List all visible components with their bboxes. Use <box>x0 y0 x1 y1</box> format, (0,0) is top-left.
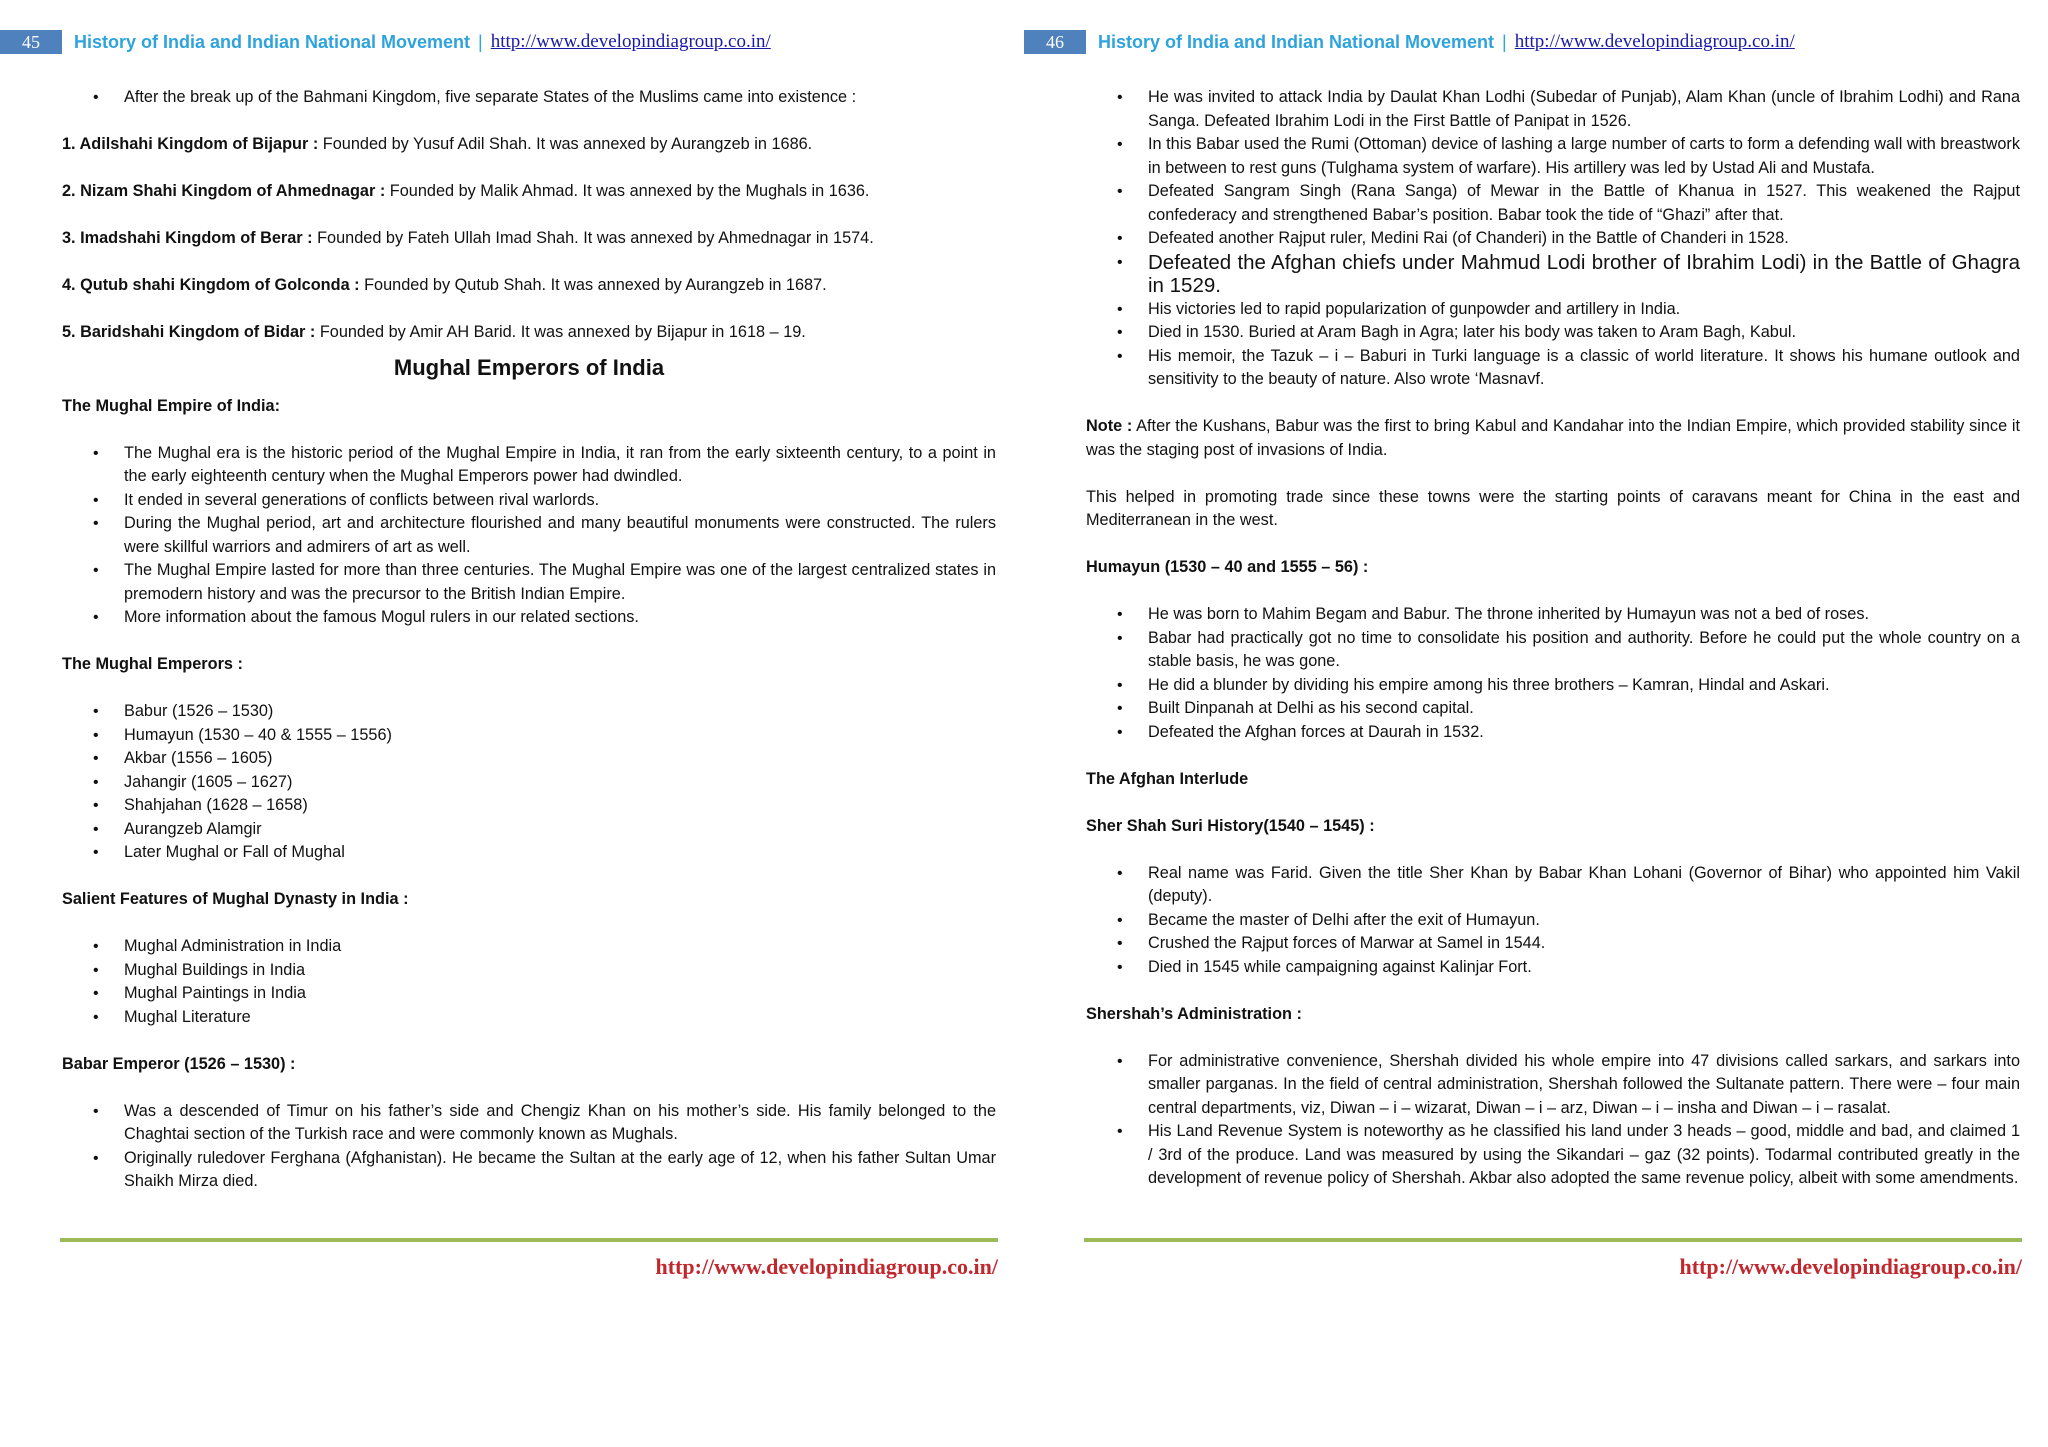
list-item: • Built Dinpanah at Delhi as his second capital. <box>1086 697 2020 721</box>
list-item: • Crushed the Rajput forces of Marwar at Samel in 1544. <box>1086 932 2020 956</box>
page-45 <box>0 0 1000 1447</box>
list-item: • He was born to Mahim Begam and Babur. The throne inherited by Humayun was not a bed of roses. <box>1086 603 2020 627</box>
list-item: • Aurangzeb Alamgir <box>62 818 996 842</box>
list-item: • Humayun (1530 – 40 & 1555 – 1556) <box>62 724 996 748</box>
list-item: • After the break up of the Bahmani Kingdom, five separate States of the Muslims came into existence : <box>62 86 996 110</box>
header-separator: | <box>1502 31 1507 52</box>
list-item: • Defeated the Afghan forces at Daurah in 1532. <box>1086 721 2020 745</box>
list-item: • His memoir, the Tazuk – i – Baburi in Turki language is a classic of world literature. It shows his humane outlook and sensitivity to the beauty of nature. Also wrote ‘Masnavf. <box>1086 345 2020 392</box>
page-header <box>1024 30 1795 54</box>
list-item: • It ended in several generations of conflicts between rival warlords. <box>62 489 996 513</box>
section-heading: Shershah’s Administration : <box>1086 1004 1302 1023</box>
list-item: • Defeated Sangram Singh (Rana Sanga) of Mewar in the Battle of Khanua in 1527. This weakened the Rajput confederacy and strengthened Babar’s position. Babar took the tide of “Ghazi” after that. <box>1086 180 2020 227</box>
page-content <box>1086 86 2020 1191</box>
kingdom-entry: 1. Adilshahi Kingdom of Bijapur : Founded by Yusuf Adil Shah. It was annexed by Aurangzeb in 1686. <box>62 135 813 153</box>
paragraph: This helped in promoting trade since these towns were the starting points of caravans meant for China in the east and Mediterranean in the west. <box>1086 487 2020 529</box>
list-item: • Died in 1545 while campaigning against Kalinjar Fort. <box>1086 956 2020 980</box>
page-46 <box>1024 0 2024 1447</box>
footer-rule <box>1084 1238 2022 1242</box>
section-heading: Humayun (1530 – 40 and 1555 – 56) : <box>1086 558 1369 576</box>
section-heading: The Afghan Interlude <box>1086 769 1249 788</box>
kingdom-entry: 5. Baridshahi Kingdom of Bidar : Founded by Amir AH Barid. It was annexed by Bijapur in 1618 – 19. <box>62 323 806 341</box>
list-item: • He did a blunder by dividing his empire among his three brothers – Kamran, Hindal and Askari. <box>1086 674 2020 698</box>
page-number: 46 <box>1024 30 1086 54</box>
list-item: • Became the master of Delhi after the exit of Humayun. <box>1086 909 2020 933</box>
list-item: • More information about the famous Mogul rulers in our related sections. <box>62 606 996 630</box>
section-heading: Sher Shah Suri History(1540 – 1545) : <box>1086 816 1375 835</box>
kingdom-entry: 3. Imadshahi Kingdom of Berar : Founded by Fateh Ullah Imad Shah. It was annexed by Ahmednagar in 1574. <box>62 229 874 247</box>
header-link[interactable]: http://www.developindiagroup.co.in/ <box>490 31 771 52</box>
header-link[interactable]: http://www.developindiagroup.co.in/ <box>1514 31 1795 52</box>
note-paragraph: Note : After the Kushans, Babur was the first to bring Kabul and Kandahar into the Indian Empire, which provided stability since it was the staging post of invasions of India. <box>1086 417 2021 459</box>
header-separator: | <box>478 31 483 52</box>
kingdom-entry: 4. Qutub shahi Kingdom of Golconda : Founded by Qutub Shah. It was annexed by Aurangzeb in 1687. <box>62 276 827 294</box>
list-item: • Defeated the Afghan chiefs under Mahmud Lodi brother of Ibrahim Lodi) in the Battle of Ghagra in 1529. <box>1086 251 2020 298</box>
header-title: History of India and Indian National Movement <box>1098 31 1495 52</box>
page-content <box>62 86 996 1194</box>
list-item: • Babar had practically got no time to consolidate his position and authority. Before he could put the whole country on a stable basis, he was gone. <box>1086 627 2020 674</box>
list-item: • Was a descended of Timur on his father’s side and Chengiz Khan on his mother’s side. His family belonged to the Chaghtai section of the Turkish race and were commonly known as Mughals. <box>62 1100 996 1147</box>
list-item: • Shahjahan (1628 – 1658) <box>62 794 996 818</box>
list-item: • The Mughal era is the historic period of the Mughal Empire in India, it ran from the early sixteenth century, to a point in the early eighteenth century when the Mughal Emperors power had dwindled. <box>62 442 996 489</box>
list-item: • His Land Revenue System is noteworthy as he classified his land under 3 heads – good, middle and bad, and claimed 1 / 3rd of the produce. Land was measured by using the Sikandari – gaz (32 points). Todarmal contributed greatly in the development of revenue policy of Shershah. Akbar also adopted the same revenue policy, albeit with some amendments. <box>1086 1120 2020 1191</box>
footer-rule <box>60 1238 998 1242</box>
list-item: • Akbar (1556 – 1605) <box>62 747 996 771</box>
footer-link[interactable]: http://www.developindiagroup.co.in/ <box>1679 1254 2022 1279</box>
list-item: • Originally ruledover Ferghana (Afghanistan). He became the Sultan at the early age of 12, when his father Sultan Umar Shaikh Mirza died. <box>62 1147 996 1194</box>
page-number: 45 <box>0 30 62 54</box>
section-title: Mughal Emperors of India <box>393 354 665 380</box>
header-title: History of India and Indian National Movement <box>74 31 471 52</box>
section-heading: The Mughal Emperors : <box>62 655 243 673</box>
section-heading: The Mughal Empire of India: <box>62 396 280 415</box>
list-item: • Babur (1526 – 1530) <box>62 700 996 724</box>
list-item: • Mughal Buildings in India <box>62 959 996 983</box>
section-heading: Salient Features of Mughal Dynasty in India : <box>62 890 409 908</box>
list-item: • He was invited to attack India by Daulat Khan Lodhi (Subedar of Punjab), Alam Khan (uncle of Ibrahim Lodhi) and Rana Sanga. Defeated Ibrahim Lodi in the First Battle of Panipat in 1526. <box>1086 86 2020 133</box>
page-header <box>0 30 771 54</box>
list-item: • Later Mughal or Fall of Mughal <box>62 841 996 865</box>
footer-link[interactable]: http://www.developindiagroup.co.in/ <box>655 1254 998 1279</box>
list-item: • Defeated another Rajput ruler, Medini Rai (of Chanderi) in the Battle of Chanderi in 1528. <box>1086 227 2020 251</box>
list-item: • Jahangir (1605 – 1627) <box>62 771 996 795</box>
list-item: • Mughal Administration in India <box>62 935 996 959</box>
list-item: • Mughal Literature <box>62 1006 996 1030</box>
list-item: • Mughal Paintings in India <box>62 982 996 1006</box>
kingdom-entry: 2. Nizam Shahi Kingdom of Ahmednagar : Founded by Malik Ahmad. It was annexed by the Mughals in 1636. <box>62 182 870 200</box>
list-item: • Died in 1530. Buried at Aram Bagh in Agra; later his body was taken to Aram Bagh, Kabul. <box>1086 321 2020 345</box>
section-heading: Babar Emperor (1526 – 1530) : <box>62 1054 296 1073</box>
list-item: • In this Babar used the Rumi (Ottoman) device of lashing a large number of carts to form a defending wall with breastwork in between to rest guns (Tulghama system of warfare). His artillery was led by Ustad Ali and Mustafa. <box>1086 133 2020 180</box>
list-item: • The Mughal Empire lasted for more than three centuries. The Mughal Empire was one of the largest centralized states in premodern history and was the precursor to the British Indian Empire. <box>62 559 996 606</box>
list-item: • During the Mughal period, art and architecture flourished and many beautiful monuments were constructed. The rulers were skillful warriors and admirers of art as well. <box>62 512 996 559</box>
list-item: • For administrative convenience, Shershah divided his whole empire into 47 divisions called sarkars, and sarkars into smaller parganas. In the field of central administration, Shershah followed the Sultanate pattern. There were – four main central departments, viz, Diwan – i – wizarat, Diwan – i – arz, Diwan – i – insha and Diwan – i – rasalat. <box>1086 1050 2020 1121</box>
list-item: • His victories led to rapid popularization of gunpowder and artillery in India. <box>1086 298 2020 322</box>
list-item: • Real name was Farid. Given the title Sher Khan by Babar Khan Lohani (Governor of Bihar) who appointed him Vakil (deputy). <box>1086 862 2020 909</box>
